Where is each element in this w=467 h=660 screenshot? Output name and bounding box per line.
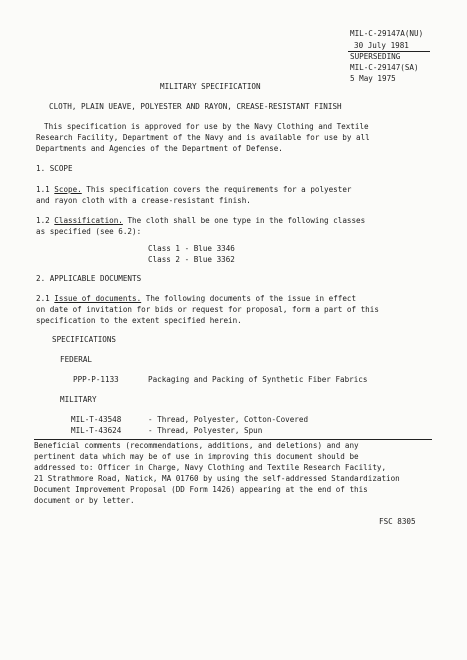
class-1: Class 1 - Blue 3346	[148, 244, 235, 253]
para-term-classification: Classification.	[54, 216, 123, 225]
intro-paragraph	[36, 121, 370, 154]
doc-date: 30 July 1981	[354, 41, 409, 50]
footnote	[34, 440, 400, 506]
footnote-line: addressed to: Officer in Charge, Navy Clothing and Textile Research Facility,	[34, 463, 387, 472]
class-2: Class 2 - Blue 3362	[148, 255, 235, 264]
military-doc-id: MIL-T-43624	[71, 426, 122, 435]
military-doc-id: MIL-T-43548	[71, 415, 122, 424]
para-number: 1.1	[36, 185, 50, 194]
superseding-label: SUPERSEDING	[350, 52, 401, 61]
para-text: This specification covers the requirements for a polyester	[81, 185, 352, 194]
footnote-line: Beneficial comments (recommendations, additions, and deletions) and any	[34, 441, 359, 450]
para-text: on date of invitation for bids or request for proposal, form a part of this	[36, 305, 379, 314]
footnote-line: document or by letter.	[34, 496, 135, 505]
intro-line: Departments and Agencies of the Department of Defense.	[36, 144, 283, 153]
military-doc-desc: - Thread, Polyester, Cotton-Covered	[148, 415, 309, 424]
footnote-line: Document Improvement Proposal (DD Form 1426) appearing at the end of this	[34, 485, 368, 494]
intro-line: This specification is approved for use by the Navy Clothing and Textile	[44, 122, 369, 131]
military-label: MILITARY	[60, 395, 97, 404]
section-1-heading: 1. SCOPE	[36, 164, 73, 173]
superseded-date: 5 May 1975	[350, 74, 396, 83]
para-text: The following documents of the issue in effect	[141, 294, 357, 303]
paragraph-1-1	[36, 184, 351, 206]
military-doc-desc: - Thread, Polyester, Spun	[148, 426, 263, 435]
footnote-line: pertinent data which may be of use in improving this document should be	[34, 452, 359, 461]
para-text: specification to the extent specified herein.	[36, 316, 242, 325]
footnote-line: 21 Strathmore Road, Natick, MA 01760 by using the self-addressed Standardization	[34, 474, 400, 483]
fsc-code: FSC 8305	[379, 517, 416, 526]
para-term-issue: Issue of documents.	[54, 294, 142, 303]
para-text: The cloth shall be one type in the following classes	[122, 216, 366, 225]
section-2-heading: 2. APPLICABLE DOCUMENTS	[36, 274, 142, 283]
para-text: as specified (see 6.2):	[36, 227, 142, 236]
para-term-scope: Scope.	[54, 185, 82, 194]
federal-doc-desc: Packaging and Packing of Synthetic Fiber Fabrics	[148, 375, 368, 384]
para-text: and rayon cloth with a crease-resistant finish.	[36, 196, 251, 205]
specifications-label: SPECIFICATIONS	[52, 335, 117, 344]
para-number: 2.1	[36, 294, 50, 303]
federal-doc-id: PPP-P-1133	[73, 375, 119, 384]
page-subtitle: CLOTH, PLAIN UEAVE, POLYESTER AND RAYON, CREASE-RESISTANT FINISH	[49, 102, 342, 111]
page-title: MILITARY SPECIFICATION	[160, 82, 261, 91]
federal-label: FEDERAL	[60, 355, 93, 364]
superseded-id: MIL-C-29147(SA)	[350, 63, 419, 72]
paragraph-1-2	[36, 215, 365, 237]
doc-id: MIL-C-29147A(NU)	[350, 29, 424, 38]
paragraph-2-1	[36, 293, 379, 326]
intro-line: Research Facility, Department of the Navy and is available for use by all	[36, 133, 370, 142]
para-number: 1.2	[36, 216, 50, 225]
